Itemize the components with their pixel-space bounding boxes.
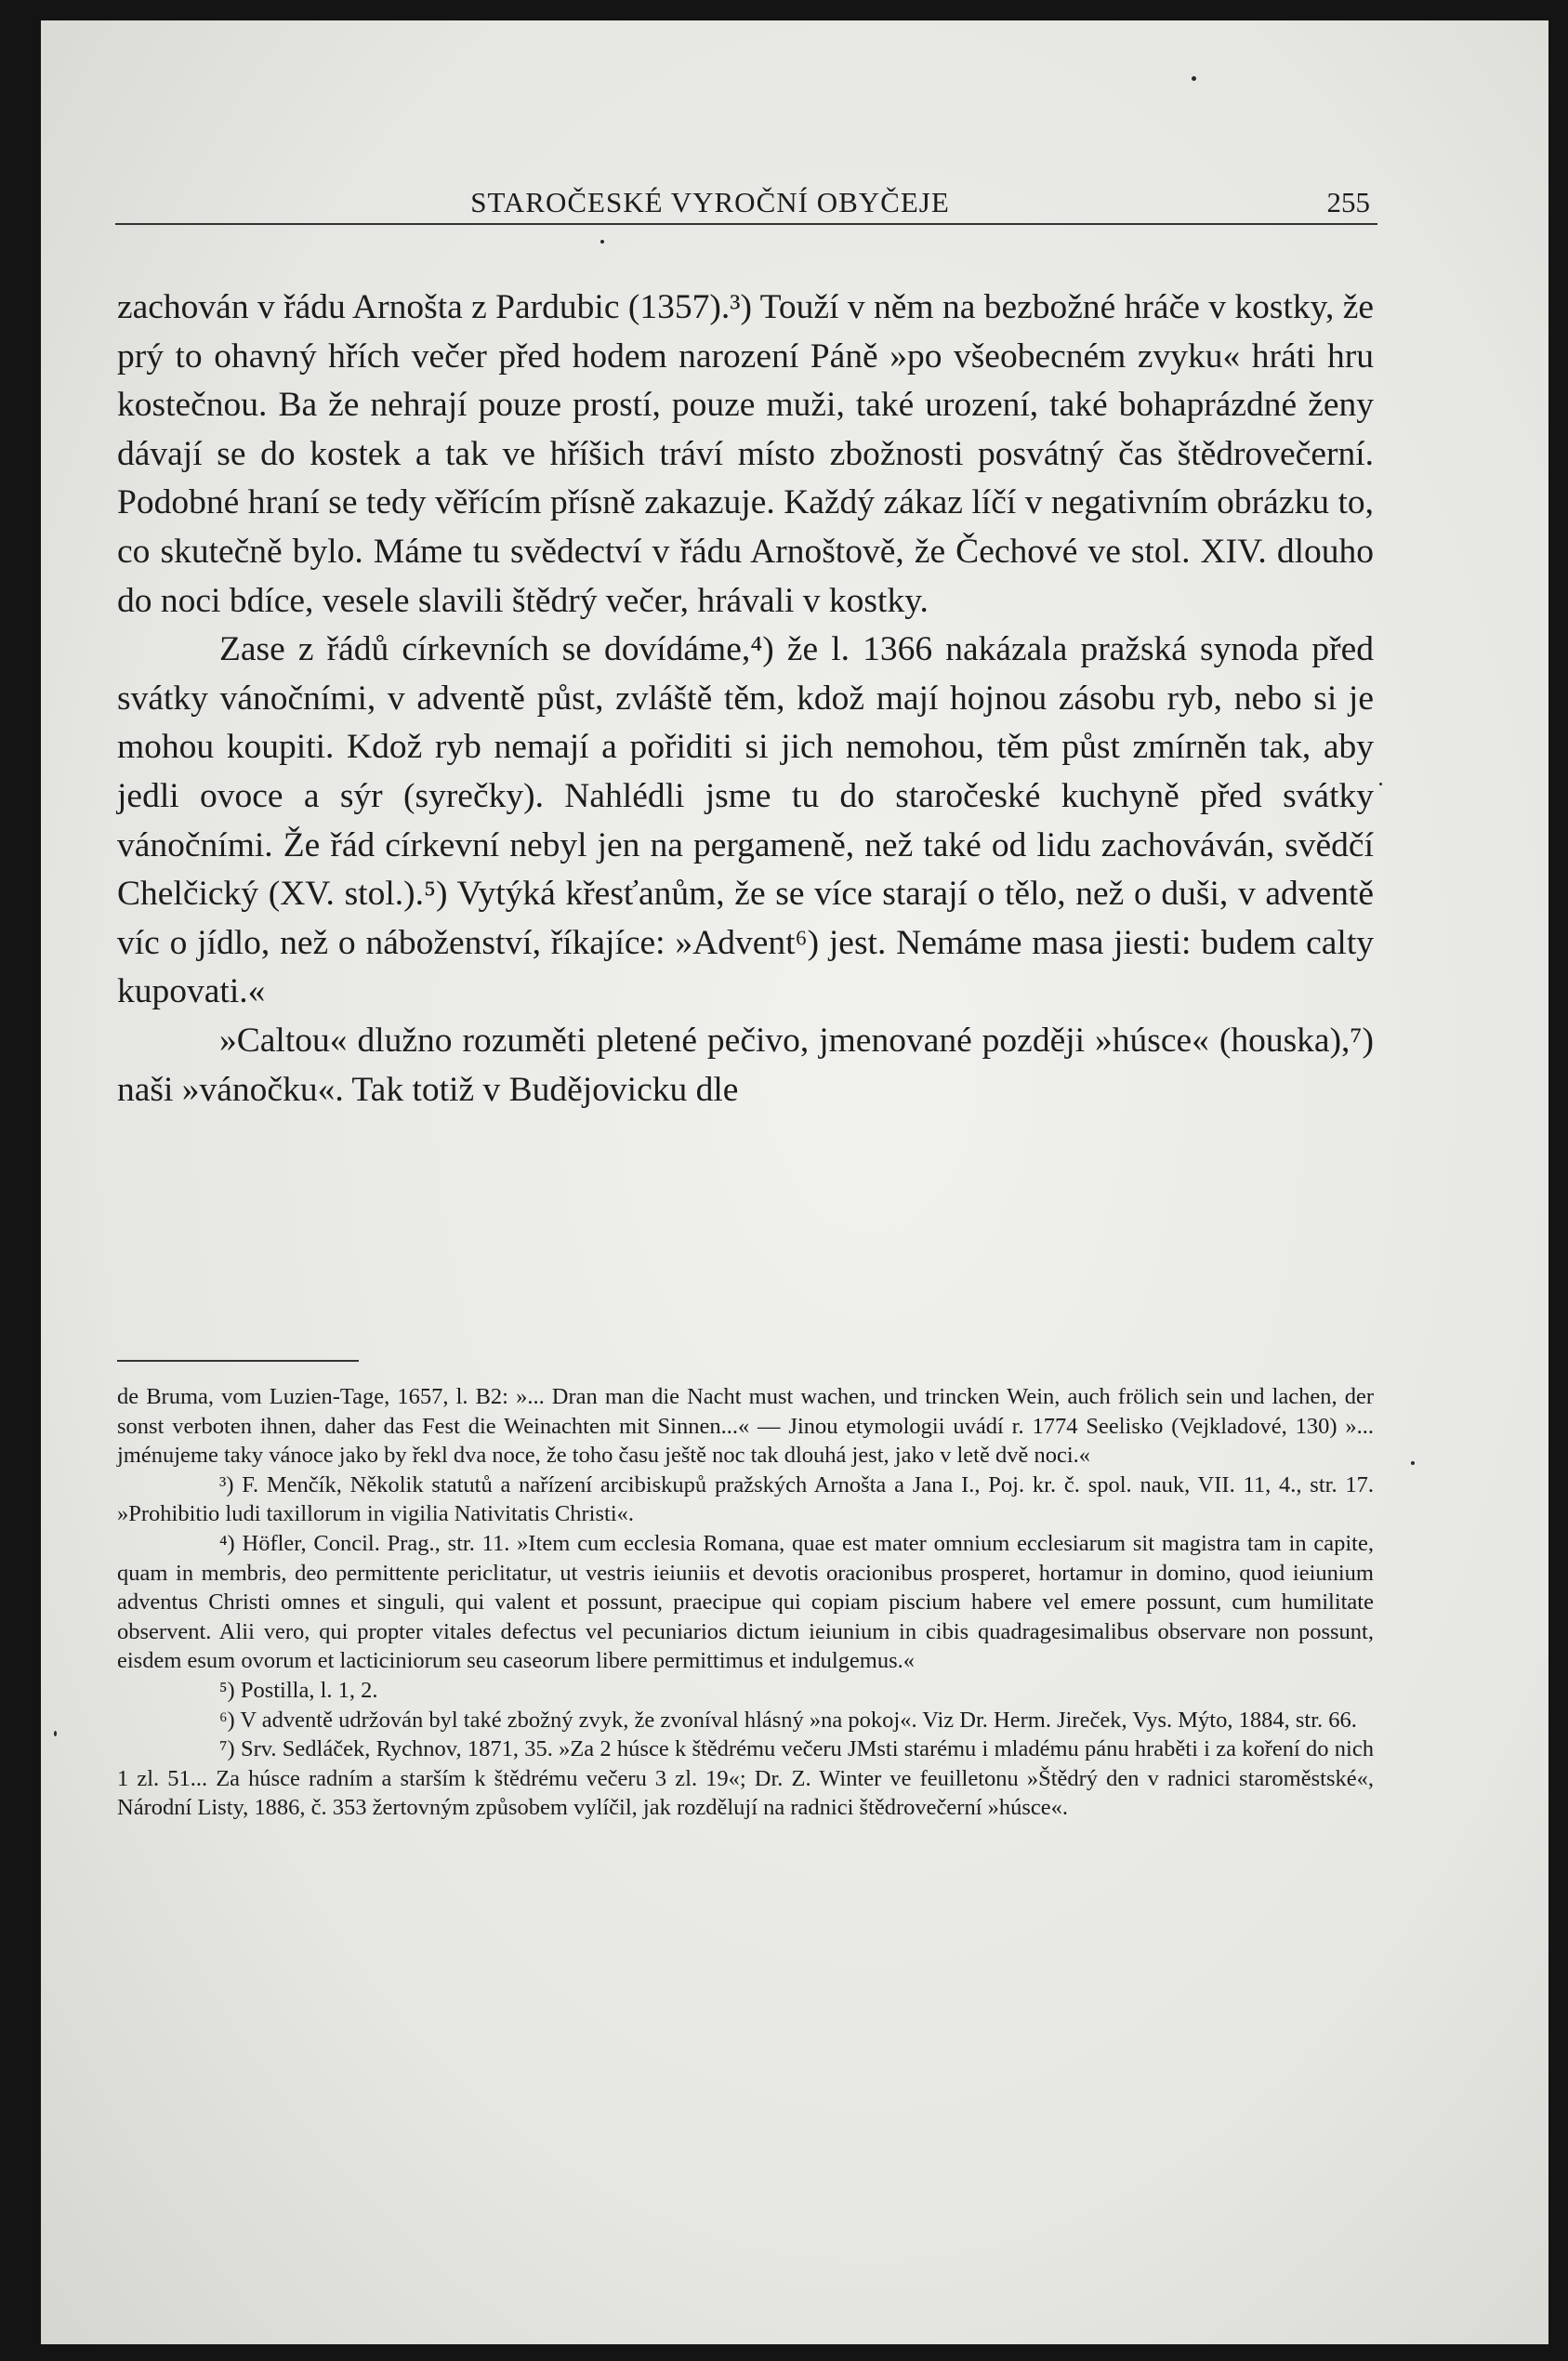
running-head: STAROČESKÉ VYROČNÍ OBYČEJE <box>470 186 950 218</box>
body-paragraph: zachován v řádu Arnošta z Pardubic (1357).³) Touží v něm na bezbožné hráče v kostky, že prý to ohavný hřích večer před hodem narození Páně »po všeobecném zvyku« hráti hru kostečnou. Ba že nehrají pouze prostí, pouze muži, také urození, také bohaprázdné ženy dávají se do kostek a tak ve hříšich tráví místo zbožnosti posvátný čas štědrovečerní. Podobné hraní se tedy věřícím přísně zakazuje. Každý zákaz líčí v negativním obrázku to, co skutečně bylo. Máme tu svědectví v řádu Arnoštově, že Čechové ve stol. XIV. dlouho do noci bdíce, vesele slavili štědrý večer, hrávali v kostky. <box>117 288 1374 620</box>
main-text <box>117 284 1374 1115</box>
footnote: ³) F. Menčík, Několik statutů a nařízení arcibiskupů pražských Arnošta a Jana I., Poj. kr. č. spol. nauk, VII. 11, 4., str. 17. »Prohibitio ludi taxillorum in vigilia Nativitatis Christi«. <box>117 1471 1374 1527</box>
footnote-separator <box>117 1360 359 1362</box>
body-paragraph: »Caltou« dlužno rozuměti pletené pečivo, jmenované později »húsce« (houska),⁷) naši »vánočku«. Tak totiž v Budějovicku dle <box>117 1021 1374 1109</box>
body-paragraph: Zase z řádů církevních se dovídáme,⁴) že l. 1366 nakázala pražská synoda před svátky vánočními, v adventě půst, zvláště těm, kdož mají hojnou zásobu ryb, nebo si je mohou koupiti. Kdož ryb nemají a pořiditi si jich nemohou, těm půst zmírněn tak, aby jedli ovoce a sýr (syrečky). Nahlédli jsme tu do staročeské kuchyně před svátky vánočními. Že řád církevní nebyl jen na pergameně, než také od lidu zachováván, svědčí Chelčický (XV. stol.).⁵) Vytýká křesťanům, že se více starají o tělo, než o duši, v adventě víc o jídlo, než o náboženství, říkajíce: »Advent⁶) jest. Nemáme masa jiesti: budem calty kupovati.« <box>117 630 1374 1011</box>
page-header <box>115 177 1377 225</box>
footnote: ⁵) Postilla, l. 1, 2. <box>219 1677 378 1703</box>
footnotes <box>117 1382 1374 1823</box>
footnote: ⁷) Srv. Sedláček, Rychnov, 1871, 35. »Za 2 húsce k štědrému večeru JMsti starému i mladému pánu hraběti i za koření do nich 1 zl. 51... Za húsce radním a starším k štědrému večeru 3 zl. 19«; Dr. Z. Winter ve feuilletonu »Štědrý den v radnici staroměstské«, Národní Listy, 1886, č. 353 žertovným způsobem vylíčil, jak rozdělují na radnici štědrovečerní »húsce«. <box>117 1736 1374 1821</box>
book-page <box>41 20 1548 2344</box>
footnote: ⁶) V adventě udržován byl také zbožný zvyk, že zvoníval hlásný »na pokoj«. Viz Dr. Herm. Jireček, Vys. Mýto, 1884, str. 66. <box>219 1707 1357 1733</box>
footnote: ⁴) Höfler, Concil. Prag., str. 11. »Item cum ecclesia Romana, quae est mater omnium ecclesiarum sit magistra tam in capite, quam in membris, deo permittente periclitatur, ut vestris ieiuniis et devotis oracionibus prosperet, hortamur in domino, quod ieiunium adventus Christi omnes et singuli, qui valent et possunt, praecipue qui copiam piscium habere vel emere possunt, cum humilitate observent. Alii vero, qui propter vitales defectus vel pecuniarios dictum ieiunium in cibis quadragesimalibus observare non possunt, eisdem esum ovorum et lacticiniorum seu caseorum libere permittimus et indulgemus.« <box>117 1530 1374 1674</box>
footnote: de Bruma, vom Luzien-Tage, 1657, l. B2: »... Dran man die Nacht must wachen, und trincken Wein, auch frölich sein und lachen, der sonst verboten ihnen, daher das Fest die Weinachten mit Sinnen...« — Jinou etymologii uvádí r. 1774 Seelisko (Vejkladové, 130) »... jménujeme taky vánoce jako by řekl dva noce, že toho času ještě noc tak dlouhá jest, jako v letě dvě noci.« <box>117 1384 1374 1469</box>
page-number: 255 <box>1326 186 1370 218</box>
